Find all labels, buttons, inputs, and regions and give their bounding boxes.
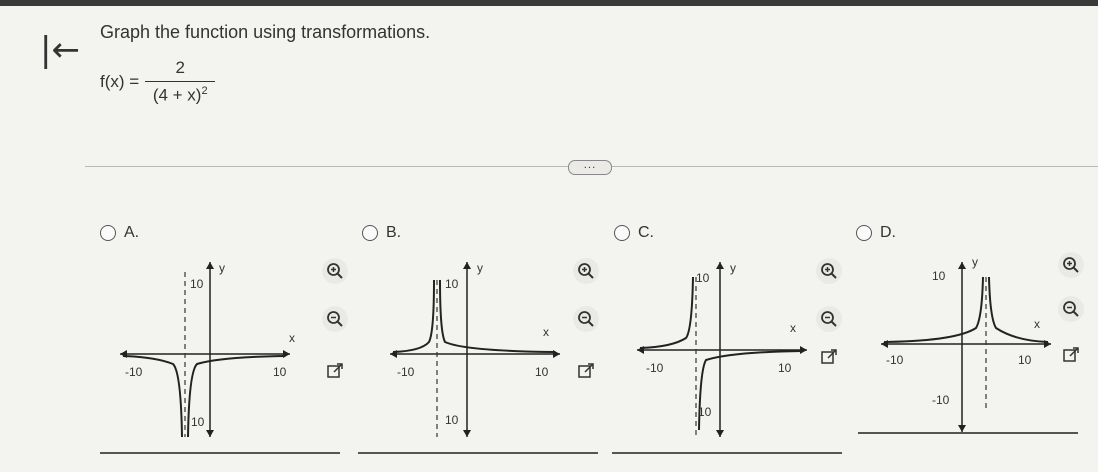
x-right-label: 10 bbox=[273, 365, 287, 379]
y-axis-arrow bbox=[463, 262, 471, 269]
y-top-label: 10 bbox=[190, 277, 204, 291]
option-a-underline bbox=[100, 452, 340, 454]
option-a[interactable] bbox=[100, 224, 139, 242]
y-axis-arrow bbox=[206, 262, 214, 269]
option-b[interactable] bbox=[362, 224, 401, 242]
y-top-label: 10 bbox=[445, 277, 459, 291]
function-denominator: (4 + x) bbox=[152, 85, 202, 105]
x-left-label: -10 bbox=[125, 365, 143, 379]
x-axis-label: x bbox=[289, 331, 295, 345]
top-bar bbox=[0, 0, 1098, 6]
y-axis-arrow-down bbox=[463, 430, 471, 437]
graph-d bbox=[876, 252, 1056, 442]
zoom-in-icon[interactable] bbox=[1058, 252, 1084, 278]
fraction-bar bbox=[145, 81, 215, 82]
function-exponent: 2 bbox=[201, 85, 208, 97]
graph-d-svg bbox=[876, 252, 1056, 442]
x-left-label: -10 bbox=[646, 361, 664, 375]
zoom-in-icon[interactable] bbox=[322, 258, 348, 284]
y-axis-arrow-down bbox=[206, 430, 214, 437]
option-c-label: C. bbox=[638, 224, 654, 241]
y-top-label: 10 bbox=[932, 269, 946, 283]
y-bottom-label: -10 bbox=[932, 393, 950, 407]
option-d[interactable] bbox=[856, 224, 896, 242]
back-arrow-icon[interactable]: |← bbox=[40, 30, 80, 70]
y-bottom-label: 10 bbox=[698, 405, 712, 419]
function-lhs: f(x) = bbox=[100, 71, 140, 91]
radio-a[interactable] bbox=[100, 225, 116, 241]
question-title: Graph the function using transformations. bbox=[100, 22, 431, 42]
radio-b[interactable] bbox=[362, 225, 378, 241]
x-axis-label: x bbox=[790, 321, 796, 335]
y-bottom-label: 10 bbox=[191, 415, 205, 429]
graph-b bbox=[385, 252, 565, 442]
y-bottom-label: 10 bbox=[445, 413, 459, 427]
graph-a-svg bbox=[115, 252, 295, 442]
x-right-label: 10 bbox=[1018, 353, 1032, 367]
y-axis-label: y bbox=[477, 261, 483, 275]
y-axis-label: y bbox=[730, 261, 736, 275]
zoom-out-icon[interactable] bbox=[573, 306, 599, 332]
graph-c-svg bbox=[632, 252, 812, 442]
function-numerator: 2 bbox=[175, 58, 185, 77]
radio-d[interactable] bbox=[856, 225, 872, 241]
external-link-icon[interactable] bbox=[573, 358, 599, 384]
zoom-out-icon[interactable] bbox=[1058, 296, 1084, 322]
x-axis-label: x bbox=[543, 325, 549, 339]
y-top-label: 10 bbox=[696, 271, 710, 285]
x-right-label: 10 bbox=[535, 365, 549, 379]
curve-left-branch bbox=[393, 280, 434, 352]
curve-left-branch bbox=[884, 277, 983, 342]
x-axis-arrow bbox=[800, 346, 807, 354]
more-button[interactable]: ... bbox=[568, 160, 612, 175]
curve-left-branch bbox=[640, 277, 693, 348]
y-axis-label: y bbox=[219, 261, 225, 275]
function-fraction bbox=[145, 58, 215, 106]
x-left-label: -10 bbox=[397, 365, 415, 379]
option-b-underline bbox=[358, 452, 598, 454]
graph-b-svg bbox=[385, 252, 565, 442]
y-axis-arrow-down bbox=[716, 430, 724, 437]
option-d-underline bbox=[858, 432, 1078, 434]
y-axis-arrow bbox=[716, 262, 724, 269]
zoom-out-icon[interactable] bbox=[322, 306, 348, 332]
graph-c bbox=[632, 252, 812, 442]
option-c-underline bbox=[612, 452, 842, 454]
radio-c[interactable] bbox=[614, 225, 630, 241]
option-a-label: A. bbox=[124, 224, 140, 241]
function-denominator-wrap bbox=[153, 85, 208, 106]
x-left-label: -10 bbox=[886, 353, 904, 367]
x-axis-label: x bbox=[1034, 317, 1040, 331]
zoom-in-icon[interactable] bbox=[816, 258, 842, 284]
option-c[interactable] bbox=[614, 224, 654, 242]
y-axis-arrow-down bbox=[958, 425, 966, 432]
external-link-icon[interactable] bbox=[816, 344, 842, 370]
y-axis-arrow bbox=[958, 262, 966, 269]
external-link-icon[interactable] bbox=[322, 358, 348, 384]
external-link-icon[interactable] bbox=[1058, 342, 1084, 368]
graph-a bbox=[115, 252, 295, 442]
zoom-in-icon[interactable] bbox=[573, 258, 599, 284]
zoom-out-icon[interactable] bbox=[816, 306, 842, 332]
function-expression bbox=[100, 58, 215, 106]
y-axis-label: y bbox=[972, 255, 978, 269]
option-d-label: D. bbox=[880, 224, 896, 241]
curve-right-branch bbox=[989, 277, 1048, 342]
option-b-label: B. bbox=[386, 224, 402, 241]
x-right-label: 10 bbox=[778, 361, 792, 375]
